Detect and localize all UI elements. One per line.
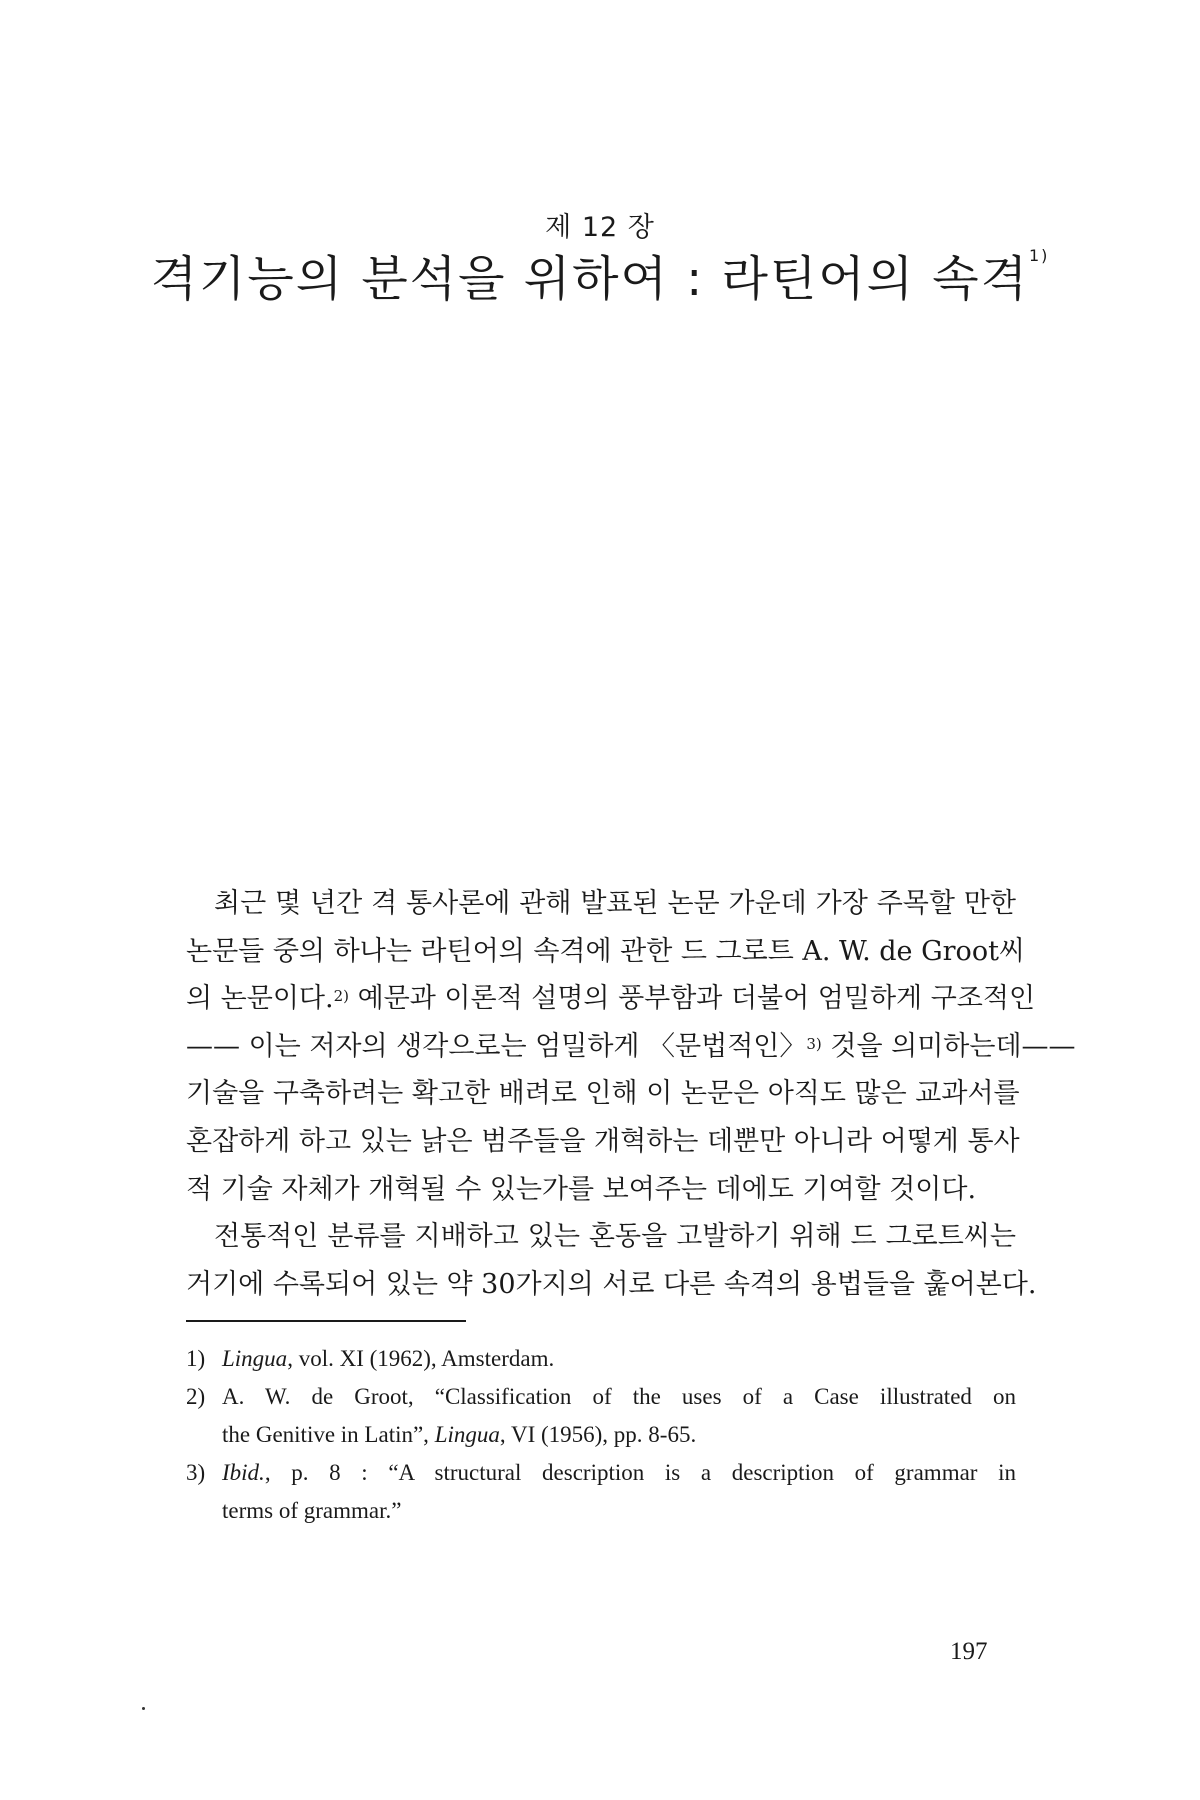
footnote-2 — [186, 1378, 1016, 1454]
body-line: 적 기술 자체가 개혁될 수 있는가를 보여주는 데에도 기여할 것이다. — [186, 1173, 977, 1205]
page-number: 197 — [950, 1638, 988, 1665]
footnote-number: 2) — [186, 1384, 206, 1409]
scan-speck — [142, 1707, 145, 1710]
footnote-line — [222, 1416, 1016, 1454]
body-line-part: 예문과 이론적 설명의 풍부함과 더불어 엄밀하게 구조적인 — [357, 983, 1036, 1015]
body-line: 거기에 수록되어 있는 약 30가지의 서로 다른 속격의 용법들을 훑어본다. — [186, 1268, 1037, 1300]
body-line: 논문들 중의 하나는 라틴어의 속격에 관한 드 그로트 A. W. de Groot씨 — [186, 935, 1026, 967]
footnote-ref-2: 2) — [333, 987, 349, 1006]
footnote-number: 1) — [186, 1346, 206, 1371]
body-line — [186, 1023, 1076, 1071]
chapter-title-text: 격기능의 분석을 위하여 : 라틴어의 속격 — [150, 251, 1029, 307]
body-line: 전통적인 분류를 지배하고 있는 혼동을 고발하기 위해 드 그로트씨는 — [214, 1221, 1016, 1253]
body-line: 기술을 구축하려는 확고한 배려로 인해 이 논문은 아직도 많은 교과서를 — [186, 1078, 1020, 1110]
body-line: 혼잡하게 하고 있는 낡은 범주들을 개혁하는 데뿐만 아니라 어떻게 통사 — [186, 1125, 1020, 1157]
footnote-ref-3: 3) — [806, 1034, 822, 1053]
body-line — [186, 975, 1036, 1023]
footnote-source-title: Lingua — [222, 1346, 288, 1371]
footnote-text: , p. 8 : “A structural description is a description of grammar in — [264, 1460, 1016, 1485]
footnote-3 — [186, 1454, 1016, 1530]
body-paragraphs — [186, 880, 1076, 1308]
body-line-part: 의 논문이다. — [186, 983, 334, 1015]
title-footnote-ref: 1) — [1028, 246, 1050, 265]
body-line-part: —— 이는 저자의 생각으로는 엄밀하게 〈문법적인〉 — [186, 1030, 807, 1062]
footnote-source-title: Ibid. — [222, 1460, 265, 1485]
body-line-part: 것을 의미하는데—— — [830, 1030, 1076, 1062]
footnote-line — [222, 1454, 1016, 1492]
footnote-number: 3) — [186, 1460, 206, 1485]
footnote-source-title: Lingua — [434, 1422, 500, 1447]
body-line: 최근 몇 년간 격 통사론에 관해 발표된 논문 가운데 가장 주목할 만한 — [214, 888, 1016, 919]
footnotes — [186, 1340, 1016, 1530]
footnote-text: , vol. XI (1962), Amsterdam. — [287, 1346, 555, 1371]
footnote-line: A. W. de Groot, “Classification of the uses of a Case illustrated on — [222, 1384, 1016, 1409]
chapter-title — [0, 240, 1200, 309]
footnote-divider — [186, 1320, 466, 1322]
footnote-line: terms of grammar.” — [222, 1498, 402, 1523]
footnote-text: , VI (1956), pp. 8-65. — [499, 1422, 697, 1447]
footnote-line — [222, 1340, 1016, 1378]
chapter-label: 제 12 장 — [545, 212, 655, 243]
footnote-text: the Genitive in Latin”, — [222, 1422, 435, 1447]
footnote-1 — [186, 1340, 1016, 1378]
